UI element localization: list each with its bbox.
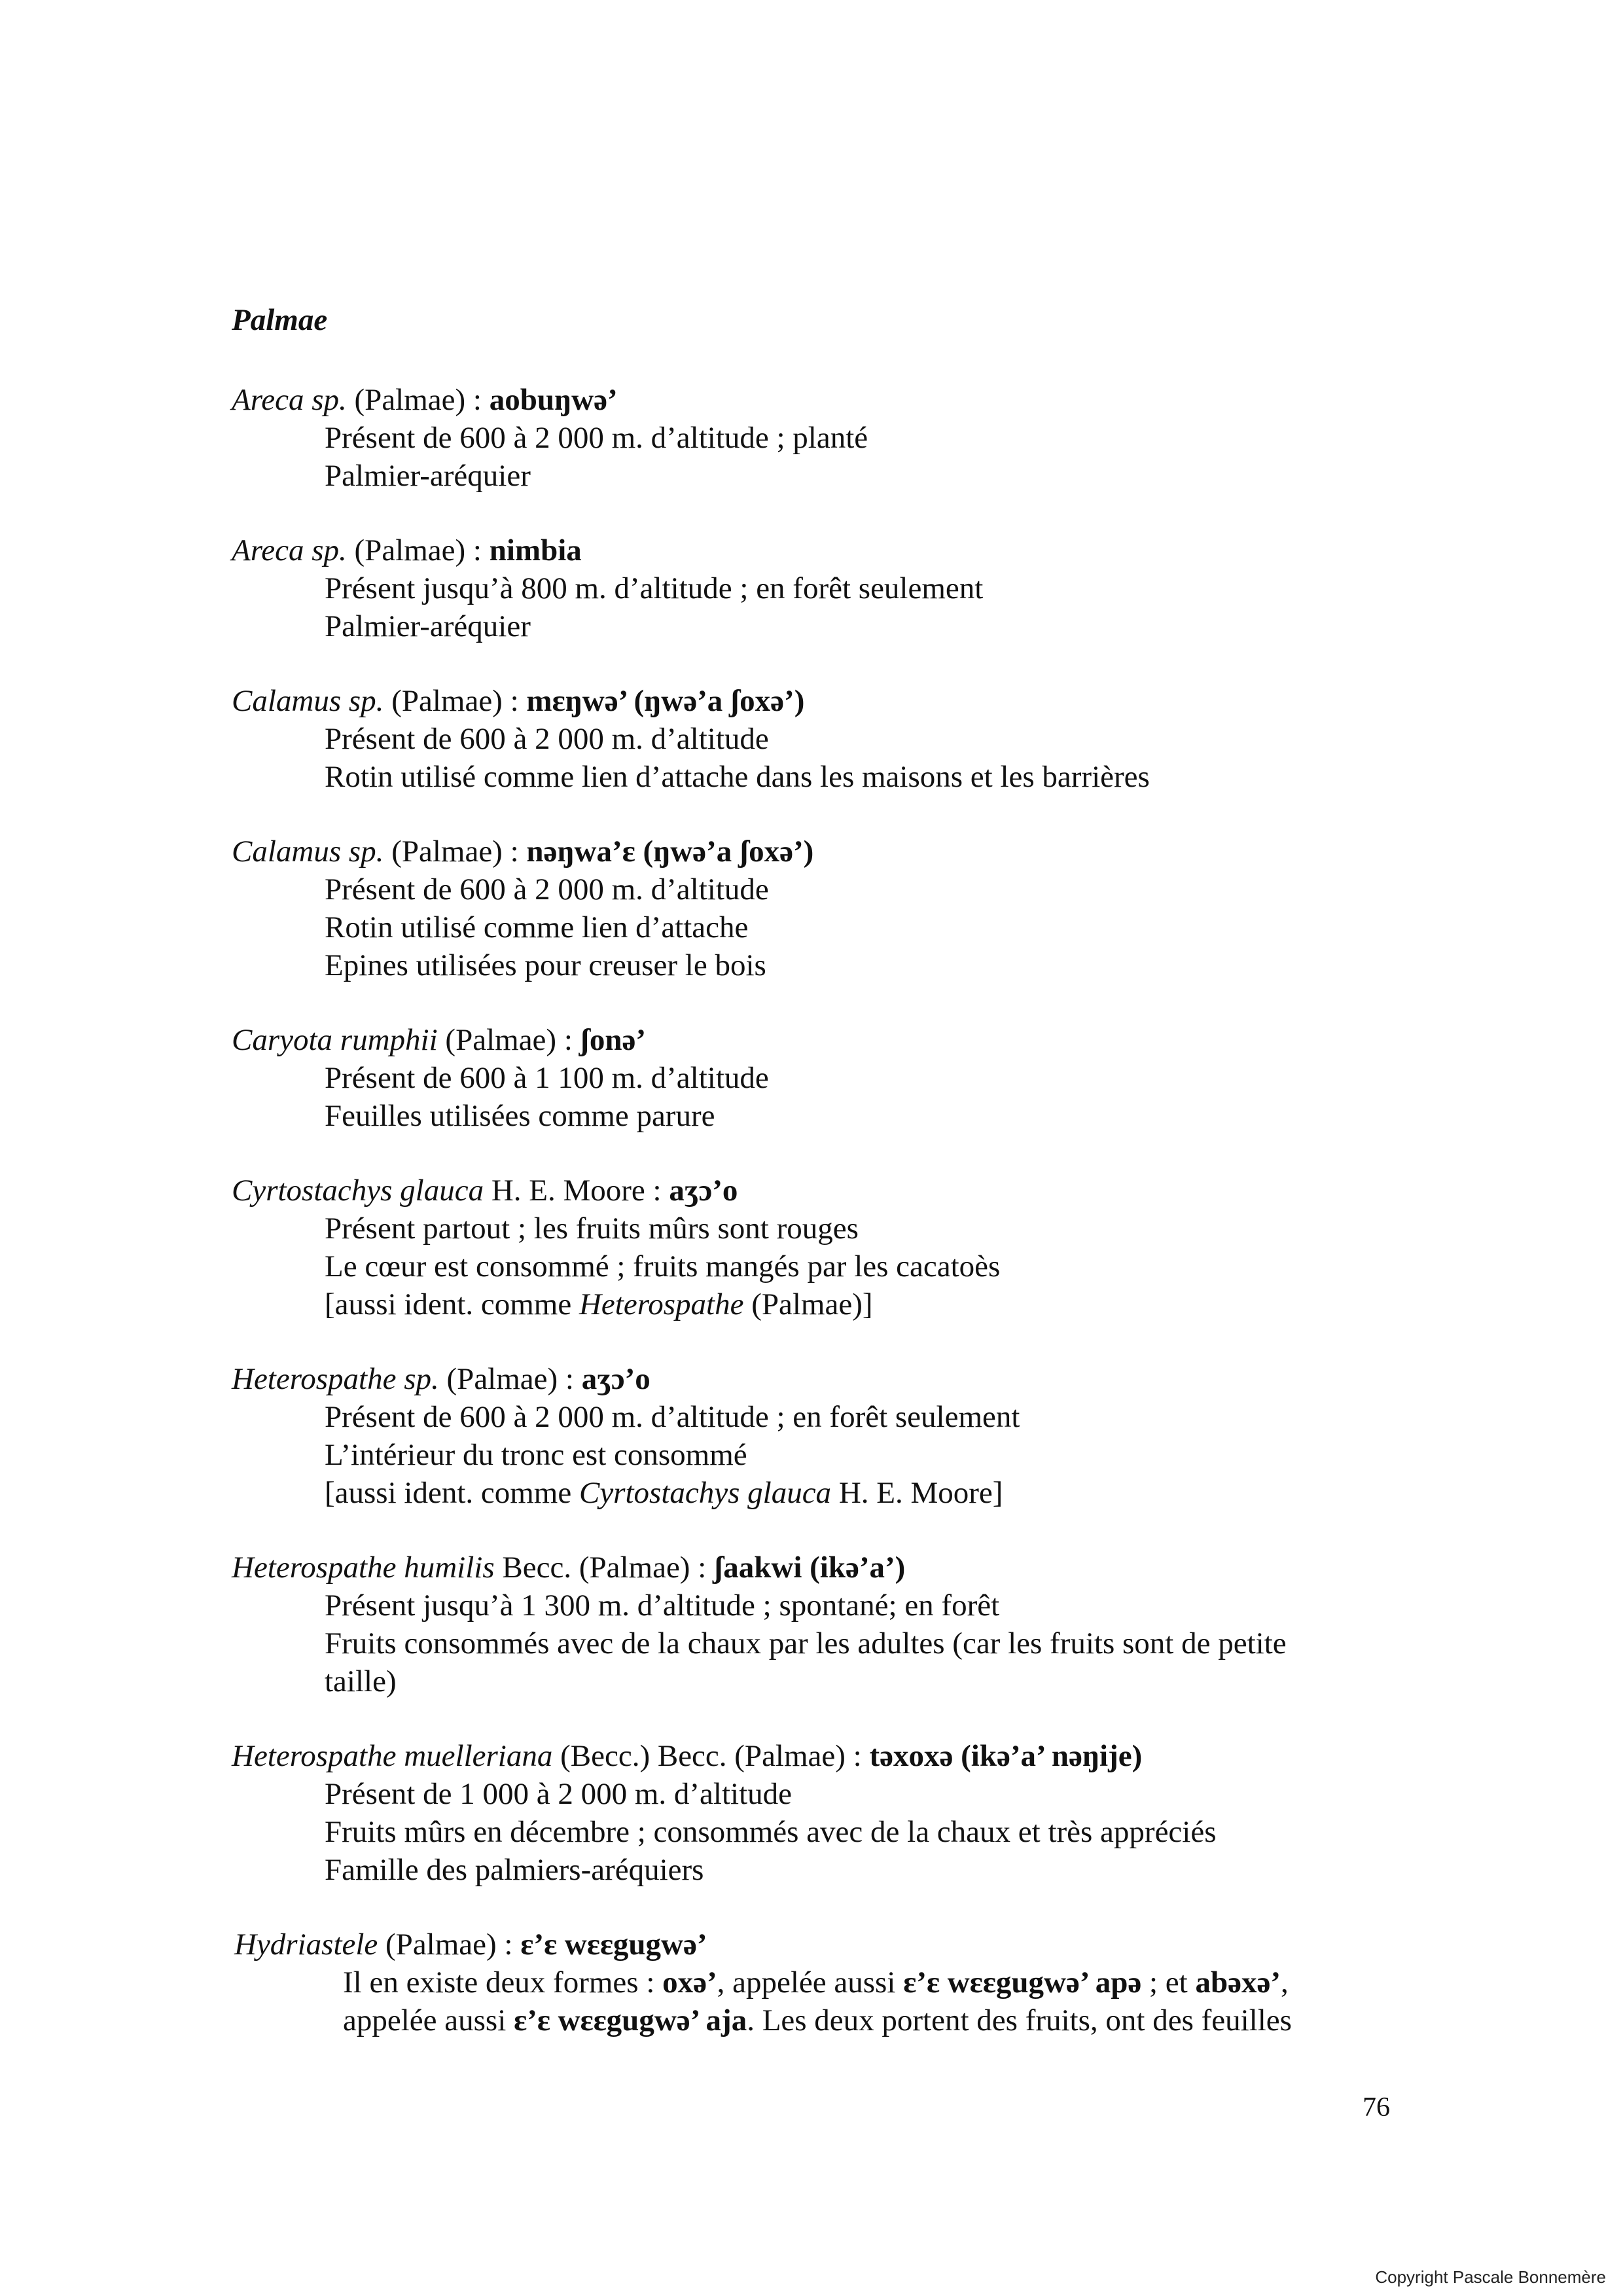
vernacular-name: aʒɔ’o <box>669 1174 738 1208</box>
note-text: (Palmae)] <box>743 1287 873 1321</box>
entry-line: Présent de 600 à 2 000 m. d’altitude ; en forêt seulement <box>325 1400 1020 1434</box>
copyright-notice: Copyright Pascale Bonnemère <box>1375 2267 1606 2287</box>
entry-head <box>232 381 1423 419</box>
entry-body <box>232 870 1423 984</box>
text-run: . Les deux portent des fruits, ont des feuilles <box>747 2003 1292 2037</box>
entry-line: Rotin utilisé comme lien d’attache <box>325 910 749 944</box>
entry-line: Fruits mûrs en décembre ; consommés avec de la chaux et très appréciés <box>325 1815 1217 1849</box>
note-text: [aussi ident. comme <box>325 1476 579 1510</box>
entry-line: Présent jusqu’à 800 m. d’altitude ; en forêt seulement <box>325 571 984 605</box>
vernacular-name: ʃonə’ <box>580 1023 646 1057</box>
entry-line <box>343 1964 1425 2001</box>
entry-body <box>232 419 1423 495</box>
entry-body <box>232 1059 1423 1135</box>
taxon-name: Cyrtostachys glauca <box>232 1174 484 1208</box>
taxon-name: Heterospathe sp. <box>232 1362 447 1396</box>
entry-head <box>232 1737 1423 1775</box>
entry-line: taille) <box>325 1664 397 1698</box>
note-taxon: Heterospathe <box>579 1287 744 1321</box>
taxon-name: Calamus sp. <box>232 684 384 718</box>
entry-body <box>232 1398 1423 1512</box>
family-label: (Palmae) : <box>437 1023 580 1057</box>
entry-body <box>232 1775 1423 1889</box>
entry-line: Rotin utilisé comme lien d’attache dans les maisons et les barrières <box>325 760 1150 794</box>
entry-line <box>343 2001 1425 2039</box>
entry-caryota-rumphii <box>232 1021 1423 1135</box>
vernacular-name: aobuŋwə’ <box>489 383 618 417</box>
identification-note <box>325 1474 1423 1512</box>
family-label: (Becc.) Becc. (Palmae) : <box>552 1739 870 1773</box>
entry-areca-nimbia <box>232 531 1423 645</box>
note-taxon: Cyrtostachys glauca <box>579 1476 832 1510</box>
entry-head <box>232 1172 1423 1210</box>
text-run: appelée aussi <box>343 2003 514 2037</box>
entry-line: Présent jusqu’à 1 300 m. d’altitude ; spontané; en forêt <box>325 1588 1000 1623</box>
entry-line: Epines utilisées pour creuser le bois <box>325 948 766 982</box>
entry-calamus-mengwe <box>232 682 1423 796</box>
entry-line: Présent partout ; les fruits mûrs sont rouges <box>325 1211 859 1246</box>
family-label: H. E. Moore : <box>484 1174 669 1208</box>
entry-head <box>232 1549 1423 1587</box>
entry-body <box>232 1210 1423 1323</box>
vernacular-term: ɛ’ɛ wɛɛgugwə’ aja <box>514 2003 747 2037</box>
family-label: (Palmae) : <box>378 1928 521 1962</box>
entry-body <box>232 720 1423 796</box>
entry-head <box>232 531 1423 569</box>
vernacular-term: oxə’ <box>662 1965 717 2000</box>
vernacular-name: nimbia <box>489 533 582 567</box>
entry-line: Présent de 600 à 1 100 m. d’altitude <box>325 1061 769 1095</box>
taxon-name: Heterospathe humilis <box>232 1551 495 1585</box>
entry-head <box>232 833 1423 870</box>
text-run: Il en existe deux formes : <box>343 1965 663 2000</box>
entry-line: L’intérieur du tronc est consommé <box>325 1438 747 1472</box>
entry-line: Présent de 600 à 2 000 m. d’altitude <box>325 872 769 906</box>
vernacular-name: təxoxə (ikə’a’ nəŋije) <box>869 1739 1143 1773</box>
vernacular-name: aʒɔ’o <box>581 1362 651 1396</box>
entry-head <box>232 1021 1423 1059</box>
entry-line: Présent de 1 000 à 2 000 m. d’altitude <box>325 1777 792 1811</box>
entry-line: Palmier-aréquier <box>325 459 531 493</box>
entry-body <box>234 1964 1425 2039</box>
entry-areca-aobungwe <box>232 381 1423 495</box>
family-label: (Palmae) : <box>346 383 490 417</box>
entry-head <box>232 682 1423 720</box>
vernacular-name: mɛŋwə’ (ŋwə’a ʃoxə’) <box>526 684 805 718</box>
entry-hydriastele <box>234 1926 1425 2039</box>
entry-heterospathe-muelleriana <box>232 1737 1423 1889</box>
entry-heterospathe-humilis <box>232 1549 1423 1700</box>
entry-heterospathe-sp <box>232 1360 1423 1512</box>
entry-line: Le cœur est consommé ; fruits mangés par les cacatoès <box>325 1249 1001 1283</box>
note-text: H. E. Moore] <box>831 1476 1003 1510</box>
entry-line: Famille des palmiers-aréquiers <box>325 1853 704 1887</box>
vernacular-term: abəxə’ <box>1195 1965 1281 2000</box>
section-title: Palmae <box>232 303 328 337</box>
vernacular-name: ʃaakwi (ikə’a’) <box>714 1551 906 1585</box>
taxon-name: Calamus sp. <box>232 834 384 869</box>
entry-head <box>232 1360 1423 1398</box>
entry-line: Feuilles utilisées comme parure <box>325 1099 715 1133</box>
family-label: (Palmae) : <box>383 834 527 869</box>
family-label: Becc. (Palmae) : <box>494 1551 715 1585</box>
vernacular-name: ɛ’ɛ wɛɛgugwə’ <box>520 1928 707 1962</box>
family-label: (Palmae) : <box>346 533 490 567</box>
entry-line: Présent de 600 à 2 000 m. d’altitude ; planté <box>325 421 868 455</box>
entry-line: Palmier-aréquier <box>325 609 531 643</box>
text-run: , appelée aussi <box>717 1965 904 2000</box>
family-label: (Palmae) : <box>383 684 527 718</box>
text-run: ; et <box>1141 1965 1196 2000</box>
note-text: [aussi ident. comme <box>325 1287 579 1321</box>
taxon-name: Heterospathe muelleriana <box>232 1739 553 1773</box>
vernacular-term: ɛ’ɛ wɛɛgugwə’ apə <box>903 1965 1142 2000</box>
taxon-name: Hydriastele <box>234 1928 378 1962</box>
taxon-name: Areca sp. <box>232 533 347 567</box>
entry-line: Présent de 600 à 2 000 m. d’altitude <box>325 722 769 756</box>
taxon-name: Areca sp. <box>232 383 347 417</box>
family-label: (Palmae) : <box>446 1362 582 1396</box>
identification-note <box>325 1285 1423 1323</box>
text-run: , <box>1280 1965 1289 2000</box>
entry-line: Fruits consommés avec de la chaux par les adultes (car les fruits sont de petite <box>325 1626 1287 1660</box>
entry-cyrtostachys-glauca <box>232 1172 1423 1323</box>
page-number: 76 <box>1363 2092 1390 2123</box>
entry-body <box>232 1587 1423 1700</box>
entry-head <box>234 1926 1425 1964</box>
entry-calamus-nengwae <box>232 833 1423 984</box>
taxon-name: Caryota rumphii <box>232 1023 438 1057</box>
entry-body <box>232 569 1423 645</box>
vernacular-name: nəŋwa’ɛ (ŋwə’a ʃoxə’) <box>526 834 814 869</box>
